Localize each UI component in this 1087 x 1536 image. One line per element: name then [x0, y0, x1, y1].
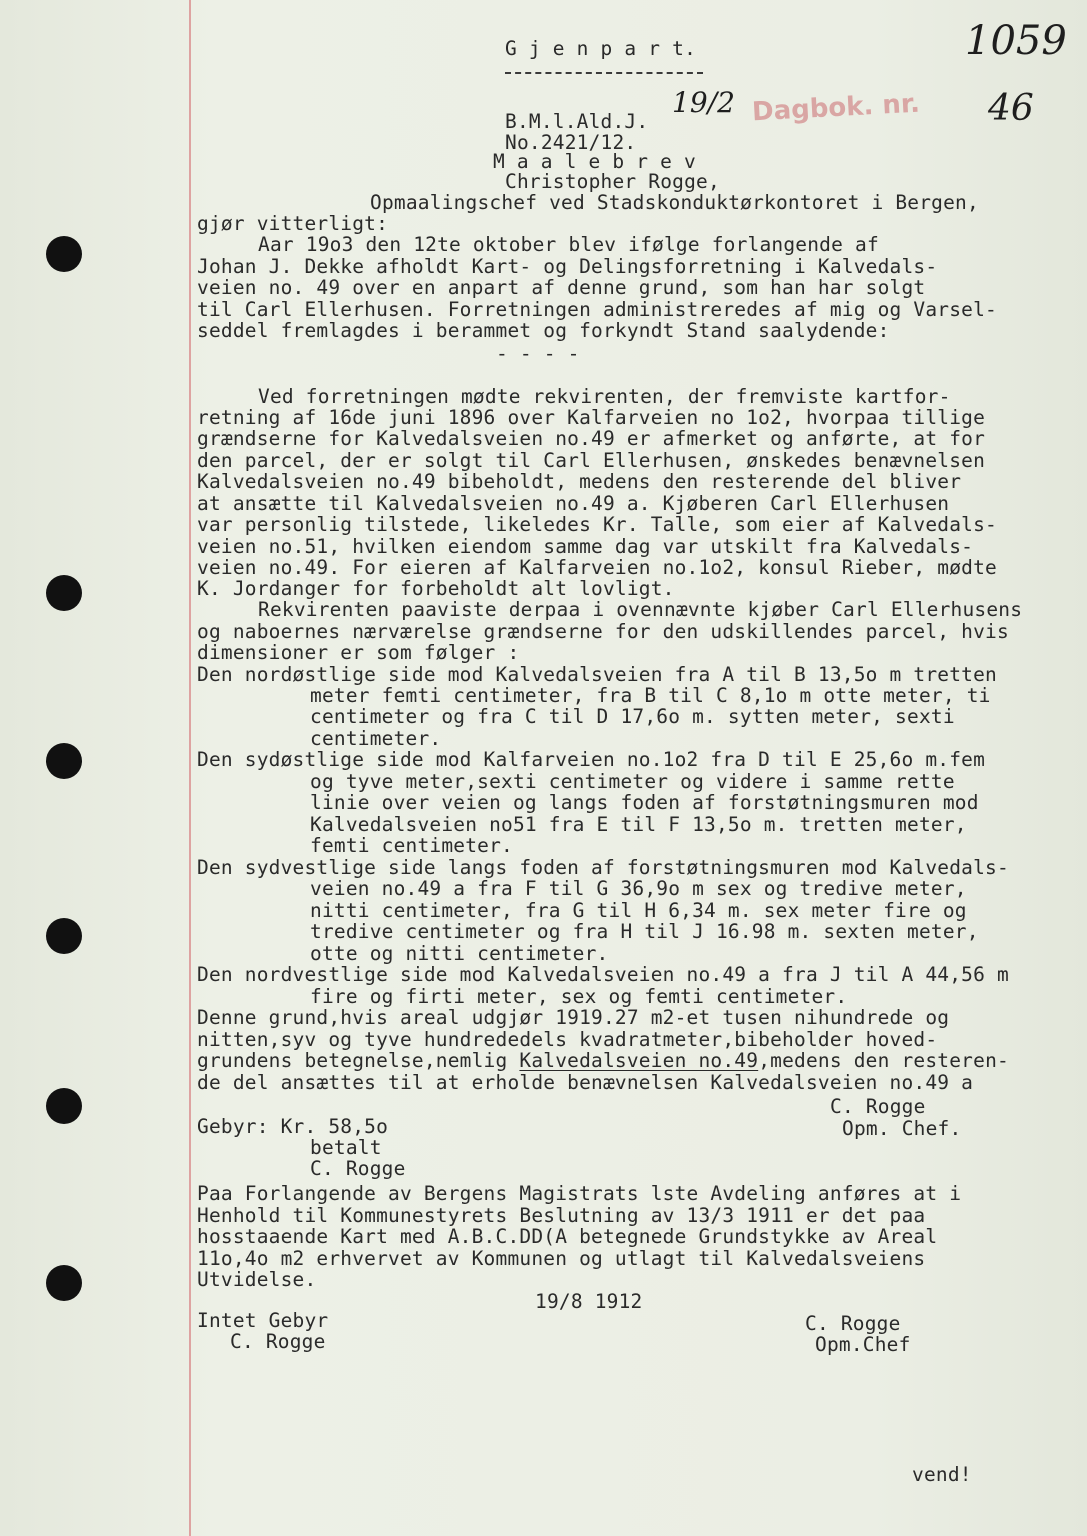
underlined-address: Kalvedalsveien no.49 [519, 1049, 759, 1072]
text-line: og tyve meter,sexti centimeter og videre i samme rette [310, 770, 955, 793]
text-line: femti centimeter. [310, 834, 513, 857]
text-span: ,medens den resteren- [758, 1049, 1009, 1072]
text-line: linie over veien og langs foden af forstøtningsmuren mod [310, 791, 979, 814]
text-line: veien no. 49 over en anpart af denne grund, som han har solgt [197, 276, 926, 299]
punch-hole [46, 236, 82, 272]
text-line: Den nordøstlige side mod Kalvedalsveien fra A til B 13,5o m tretten [197, 663, 997, 686]
text-line: Kalvedalsveien no.49 bibeholdt, medens den resterende del bliver [197, 470, 962, 493]
punch-hole [46, 1088, 82, 1124]
footer-signature-title: Opm.Chef [815, 1333, 911, 1356]
addendum-line: hosstaaende Kart med A.B.C.DD(A betegnede Grundstykke av Areal [197, 1225, 938, 1248]
addendum-line: Utvidelse. [197, 1268, 317, 1291]
text-line [197, 1050, 1009, 1071]
text-line: retning af 16de juni 1896 over Kalfarveien no 1o2, hvorpaa tillige [197, 406, 986, 429]
text-line: nitti centimeter, fra G til H 6,34 m. sex meter fire og [310, 899, 967, 922]
text-line: veien no.49 a fra F til G 36,9o m sex og tredive meter, [310, 877, 967, 900]
text-line: Rekvirenten paaviste derpaa i ovennævnte kjøber Carl Ellerhusens [258, 598, 1023, 621]
issuer-title: Opmaalingschef ved Stadskonduktørkontoret i Bergen, [370, 191, 979, 214]
text-line: Ved forretningen mødte rekvirenten, der fremviste kartfor- [258, 385, 951, 408]
issuer-name: Christopher Rogge, [505, 170, 720, 193]
text-line: nitten,syv og tyve hundrededels kvadratmeter,bibeholder hoved- [197, 1028, 938, 1051]
footer-signature-name: C. Rogge [805, 1312, 901, 1335]
text-line: grændserne for Kalvedalsveien no.49 er afmerket og anførte, at for [197, 427, 986, 450]
reference-line-1: B.M.l.Ald.J. [505, 110, 649, 133]
text-line: veien no.51, hvilken eiendom samme dag var utskilt fra Kalvedals- [197, 535, 974, 558]
punch-hole [46, 743, 82, 779]
text-line: dimensioner er som følger : [197, 641, 520, 664]
handwritten-year: 46 [988, 88, 1034, 129]
folio-number: 1059 [965, 18, 1067, 64]
separator-dashes: - - - - [496, 342, 580, 365]
fee-line: Gebyr: Kr. 58,5o [197, 1115, 389, 1138]
journal-stamp: Dagbok. nr. [751, 88, 921, 128]
text-line: veien no.49. For eieren af Kalfarveien no.1o2, konsul Rieber, mødte [197, 556, 997, 579]
document-title: G j e n p a r t. [505, 37, 697, 60]
addendum-line: Paa Forlangende av Bergens Magistrats lste Avdeling anføres at i [197, 1182, 962, 1205]
signature-title: Opm. Chef. [842, 1117, 962, 1140]
punch-hole [46, 1265, 82, 1301]
margin-rule [189, 0, 191, 1536]
text-line: Aar 19o3 den 12te oktober blev ifølge forlangende af [258, 233, 879, 256]
text-line: fire og firti meter, sex og femti centimeter. [310, 985, 848, 1008]
text-line: Den sydvestlige side langs foden af forstøtningsmuren mod Kalvedals- [197, 856, 1009, 879]
document-type: M a a l e b r e v [493, 150, 696, 173]
text-line: tredive centimeter og fra H til J 16.98 m. sexten meter, [310, 920, 979, 943]
fee-signature: C. Rogge [310, 1157, 406, 1180]
text-line: og naboernes nærværelse grændserne for den udskillendes parcel, hvis [197, 620, 1009, 643]
text-line: at ansætte til Kalvedalsveien no.49 a. Kjøberen Carl Ellerhusen [197, 492, 950, 515]
text-span: grundens betegnelse,nemlig [197, 1049, 520, 1072]
text-line: centimeter. [310, 727, 442, 750]
signature-name: C. Rogge [830, 1095, 926, 1118]
addendum-line: 11o,4o m2 erhvervet av Kommunen og utlagt til Kalvedalsveiens [197, 1247, 926, 1270]
fee-paid: betalt [310, 1136, 382, 1159]
turn-page-note: vend! [912, 1463, 972, 1486]
text-line: de del ansættes til at erholde benævnelsen Kalvedalsveien no.49 a [197, 1071, 974, 1094]
title-underline [505, 72, 703, 74]
punch-hole [46, 918, 82, 954]
text-line: K. Jordanger for forbeholdt alt lovligt. [197, 577, 675, 600]
text-line: Den nordvestlige side mod Kalvedalsveien no.49 a fra J til A 44,56 m [197, 963, 1009, 986]
text-line: var personlig tilstede, likeledes Kr. Talle, som eier af Kalvedals- [197, 513, 997, 536]
text-line: Kalvedalsveien no51 fra E til F 13,5o m. tretten meter, [310, 813, 967, 836]
no-fee-signature: C. Rogge [230, 1330, 326, 1353]
text-line: Denne grund,hvis areal udgjør 1919.27 m2-et tusen nihundrede og [197, 1006, 950, 1029]
text-line: gjør vitterligt: [197, 212, 389, 235]
no-fee-line: Intet Gebyr [197, 1309, 329, 1332]
text-line: Johan J. Dekke afholdt Kart- og Delingsforretning i Kalvedals- [197, 255, 938, 278]
text-line: til Carl Ellerhusen. Forretningen administreredes af mig og Varsel- [197, 298, 997, 321]
text-line: den parcel, der er solgt til Carl Ellerhusen, ønskedes benævnelsen [197, 449, 986, 472]
addendum-date: 19/8 1912 [535, 1290, 643, 1313]
text-line: meter femti centimeter, fra B til C 8,1o m otte meter, ti [310, 684, 991, 707]
text-line: centimeter og fra C til D 17,6o m. sytten meter, sexti [310, 705, 955, 728]
text-line: Den sydøstlige side mod Kalfarveien no.1o2 fra D til E 25,6o m.fem [197, 748, 986, 771]
text-line: otte og nitti centimeter. [310, 942, 609, 965]
reference-line-2: No.2421/12. [505, 131, 637, 154]
handwritten-date: 19/2 [672, 86, 735, 119]
punch-hole [46, 575, 82, 611]
text-line: seddel fremlagdes i berammet og forkyndt Stand saalydende: [197, 319, 890, 342]
addendum-line: Henhold til Kommunestyrets Beslutning av 13/3 1911 er det paa [197, 1204, 926, 1227]
